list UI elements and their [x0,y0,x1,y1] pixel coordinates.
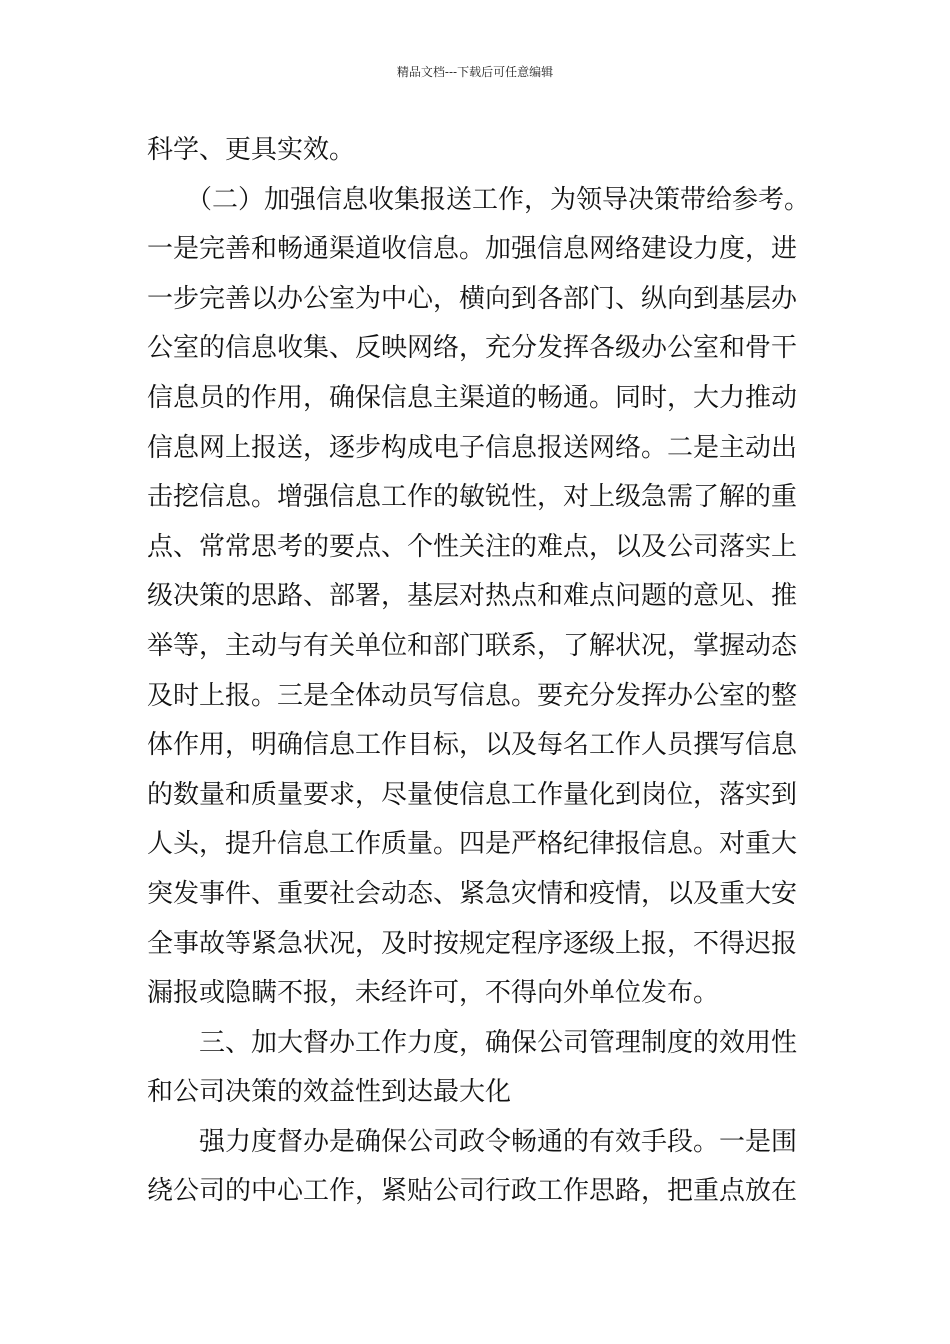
document-body [147,126,817,1217]
text-line: 突发事件、重要社会动态、紧急灾情和疫情，以及重大安 [147,878,798,909]
text-line: 级决策的思路、部署，基层对热点和难点问题的意见、推 [147,581,798,612]
text-line: 全事故等紧急状况，及时按规定程序逐级上报，不得迟报 [147,928,798,959]
text-line: 击挖信息。增强信息工作的敏锐性，对上级急需了解的重 [147,482,798,513]
text-line: 漏报或隐瞒不报，未经许可，不得向外单位发布。 [147,978,720,1009]
text-line: 信息员的作用，确保信息主渠道的畅通。同时，大力推动 [147,382,798,413]
text-line: 举等，主动与有关单位和部门联系，了解状况，掌握动态 [147,630,798,661]
text-line: 人头，提升信息工作质量。四是严格纪律报信息。对重大 [147,829,798,860]
text-line: （二）加强信息收集报送工作，为领导决策带给参考。 [147,184,811,215]
text-line: 点、常常思考的要点、个性关注的难点，以及公司落实上 [147,531,798,562]
section-heading-line: 和公司决策的效益性到达最大化 [147,1077,512,1108]
text-line: 信息网上报送，逐步构成电子信息报送网络。二是主动出 [147,432,798,463]
section-heading-line: 三、加大督办工作力度，确保公司管理制度的效用性 [147,1027,798,1058]
text-line: 及时上报。三是全体动员写信息。要充分发挥办公室的整 [147,680,798,711]
text-line: 一步完善以办公室为中心，横向到各部门、纵向到基层办 [147,283,798,314]
text-line: 公室的信息收集、反映网络，充分发挥各级办公室和骨干 [147,333,798,364]
text-line: 绕公司的中心工作，紧贴公司行政工作思路，把重点放在 [147,1176,798,1207]
text-line: 的数量和质量要求，尽量使信息工作量化到岗位，落实到 [147,779,798,810]
page-header-watermark: 精品文档---下载后可任意编辑 [396,65,554,79]
text-line: 强力度督办是确保公司政令畅通的有效手段。一是围 [147,1126,798,1157]
text-line: 体作用，明确信息工作目标，以及每名工作人员撰写信息 [147,730,798,761]
text-line: 科学、更具实效。 [147,135,356,165]
text-line: 一是完善和畅通渠道收信息。加强信息网络建设力度，进 [147,234,798,265]
